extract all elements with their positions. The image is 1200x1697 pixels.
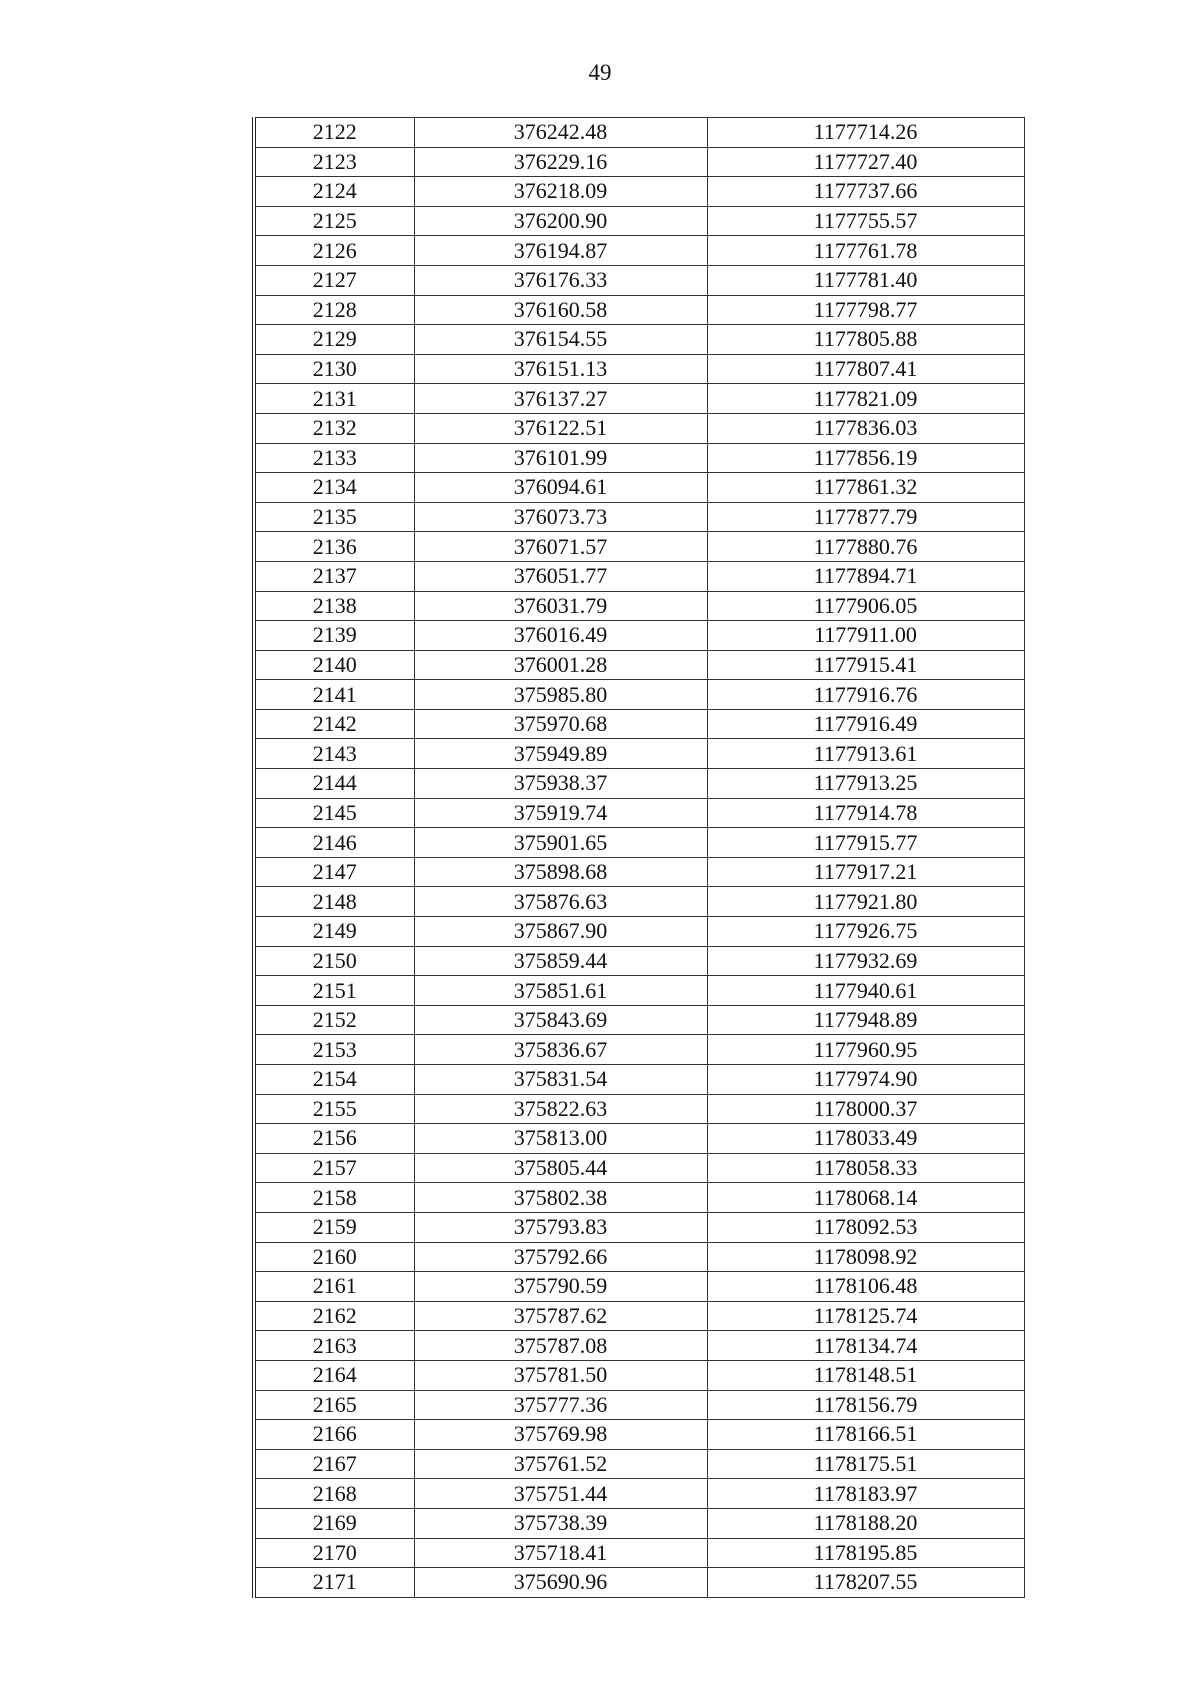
point-number-cell: 2146	[254, 828, 414, 858]
y-coordinate-cell: 1178175.51	[707, 1449, 1024, 1479]
table-row	[254, 177, 1024, 207]
table-row	[254, 798, 1024, 828]
y-coordinate-cell: 1178207.55	[707, 1568, 1024, 1598]
x-coordinate-cell: 375738.39	[414, 1508, 707, 1538]
table-row	[254, 325, 1024, 355]
y-coordinate-cell: 1177913.61	[707, 739, 1024, 769]
table-row	[254, 1390, 1024, 1420]
point-number-cell: 2147	[254, 857, 414, 887]
x-coordinate-cell: 375802.38	[414, 1183, 707, 1213]
point-number-cell: 2129	[254, 325, 414, 355]
point-number-cell: 2133	[254, 443, 414, 473]
point-number-cell: 2132	[254, 413, 414, 443]
x-coordinate-cell: 375787.08	[414, 1331, 707, 1361]
table-row	[254, 1420, 1024, 1450]
point-number-cell: 2151	[254, 976, 414, 1006]
point-number-cell: 2166	[254, 1420, 414, 1450]
y-coordinate-cell: 1178156.79	[707, 1390, 1024, 1420]
x-coordinate-cell: 375769.98	[414, 1420, 707, 1450]
point-number-cell: 2125	[254, 206, 414, 236]
point-number-cell: 2136	[254, 532, 414, 562]
table-row	[254, 473, 1024, 503]
y-coordinate-cell: 1177807.41	[707, 354, 1024, 384]
x-coordinate-cell: 375787.62	[414, 1301, 707, 1331]
x-coordinate-cell: 375985.80	[414, 680, 707, 710]
x-coordinate-cell: 375876.63	[414, 887, 707, 917]
y-coordinate-cell: 1177906.05	[707, 591, 1024, 621]
point-number-cell: 2141	[254, 680, 414, 710]
x-coordinate-cell: 376176.33	[414, 265, 707, 295]
table-row	[254, 709, 1024, 739]
point-number-cell: 2130	[254, 354, 414, 384]
y-coordinate-cell: 1178092.53	[707, 1212, 1024, 1242]
table-row	[254, 1124, 1024, 1154]
table-row	[254, 443, 1024, 473]
point-number-cell: 2144	[254, 769, 414, 799]
table-row	[254, 206, 1024, 236]
point-number-cell: 2153	[254, 1035, 414, 1065]
x-coordinate-cell: 376031.79	[414, 591, 707, 621]
table-row	[254, 976, 1024, 1006]
x-coordinate-cell: 375805.44	[414, 1153, 707, 1183]
y-coordinate-cell: 1177880.76	[707, 532, 1024, 562]
y-coordinate-cell: 1177916.49	[707, 709, 1024, 739]
y-coordinate-cell: 1178058.33	[707, 1153, 1024, 1183]
point-number-cell: 2143	[254, 739, 414, 769]
point-number-cell: 2145	[254, 798, 414, 828]
x-coordinate-cell: 375851.61	[414, 976, 707, 1006]
point-number-cell: 2131	[254, 384, 414, 414]
point-number-cell: 2161	[254, 1272, 414, 1302]
y-coordinate-cell: 1177856.19	[707, 443, 1024, 473]
point-number-cell: 2142	[254, 709, 414, 739]
table-row	[254, 1301, 1024, 1331]
y-coordinate-cell: 1177894.71	[707, 561, 1024, 591]
table-row	[254, 857, 1024, 887]
table-row	[254, 917, 1024, 947]
x-coordinate-cell: 376122.51	[414, 413, 707, 443]
x-coordinate-cell: 376242.48	[414, 118, 707, 148]
table-row	[254, 413, 1024, 443]
point-number-cell: 2140	[254, 650, 414, 680]
x-coordinate-cell: 376194.87	[414, 236, 707, 266]
y-coordinate-cell: 1178106.48	[707, 1272, 1024, 1302]
page-number: 49	[588, 60, 612, 85]
point-number-cell: 2135	[254, 502, 414, 532]
x-coordinate-cell: 376051.77	[414, 561, 707, 591]
y-coordinate-cell: 1178188.20	[707, 1508, 1024, 1538]
point-number-cell: 2128	[254, 295, 414, 325]
point-number-cell: 2164	[254, 1360, 414, 1390]
point-number-cell: 2154	[254, 1065, 414, 1095]
table-row	[254, 236, 1024, 266]
y-coordinate-cell: 1177921.80	[707, 887, 1024, 917]
y-coordinate-cell: 1177727.40	[707, 147, 1024, 177]
x-coordinate-cell: 375777.36	[414, 1390, 707, 1420]
x-coordinate-cell: 375949.89	[414, 739, 707, 769]
table-row	[254, 532, 1024, 562]
y-coordinate-cell: 1177917.21	[707, 857, 1024, 887]
x-coordinate-cell: 375781.50	[414, 1360, 707, 1390]
x-coordinate-cell: 376094.61	[414, 473, 707, 503]
x-coordinate-cell: 375859.44	[414, 946, 707, 976]
table-row	[254, 384, 1024, 414]
point-number-cell: 2152	[254, 1005, 414, 1035]
table-row	[254, 354, 1024, 384]
table-row	[254, 1479, 1024, 1509]
table-row	[254, 1065, 1024, 1095]
x-coordinate-cell: 375901.65	[414, 828, 707, 858]
y-coordinate-cell: 1177913.25	[707, 769, 1024, 799]
x-coordinate-cell: 375761.52	[414, 1449, 707, 1479]
table-row	[254, 1272, 1024, 1302]
x-coordinate-cell: 376229.16	[414, 147, 707, 177]
coordinates-table	[252, 117, 1025, 1598]
x-coordinate-cell: 375867.90	[414, 917, 707, 947]
table-row	[254, 295, 1024, 325]
table-row	[254, 680, 1024, 710]
x-coordinate-cell: 375970.68	[414, 709, 707, 739]
y-coordinate-cell: 1177974.90	[707, 1065, 1024, 1095]
point-number-cell: 2124	[254, 177, 414, 207]
x-coordinate-cell: 375919.74	[414, 798, 707, 828]
y-coordinate-cell: 1177911.00	[707, 621, 1024, 651]
x-coordinate-cell: 375938.37	[414, 769, 707, 799]
point-number-cell: 2158	[254, 1183, 414, 1213]
table-row	[254, 650, 1024, 680]
y-coordinate-cell: 1177948.89	[707, 1005, 1024, 1035]
point-number-cell: 2169	[254, 1508, 414, 1538]
x-coordinate-cell: 375831.54	[414, 1065, 707, 1095]
y-coordinate-cell: 1177805.88	[707, 325, 1024, 355]
x-coordinate-cell: 376151.13	[414, 354, 707, 384]
x-coordinate-cell: 375813.00	[414, 1124, 707, 1154]
x-coordinate-cell: 376016.49	[414, 621, 707, 651]
table-row	[254, 1538, 1024, 1568]
y-coordinate-cell: 1177798.77	[707, 295, 1024, 325]
y-coordinate-cell: 1177737.66	[707, 177, 1024, 207]
table-row	[254, 591, 1024, 621]
y-coordinate-cell: 1178098.92	[707, 1242, 1024, 1272]
point-number-cell: 2155	[254, 1094, 414, 1124]
y-coordinate-cell: 1177755.57	[707, 206, 1024, 236]
table-row	[254, 828, 1024, 858]
table-row	[254, 887, 1024, 917]
table-row	[254, 769, 1024, 799]
y-coordinate-cell: 1177714.26	[707, 118, 1024, 148]
y-coordinate-cell: 1177761.78	[707, 236, 1024, 266]
y-coordinate-cell: 1178068.14	[707, 1183, 1024, 1213]
x-coordinate-cell: 376071.57	[414, 532, 707, 562]
x-coordinate-cell: 375793.83	[414, 1212, 707, 1242]
point-number-cell: 2149	[254, 917, 414, 947]
point-number-cell: 2134	[254, 473, 414, 503]
table-row	[254, 502, 1024, 532]
point-number-cell: 2157	[254, 1153, 414, 1183]
y-coordinate-cell: 1177916.76	[707, 680, 1024, 710]
x-coordinate-cell: 376154.55	[414, 325, 707, 355]
y-coordinate-cell: 1177861.32	[707, 473, 1024, 503]
table-row	[254, 1331, 1024, 1361]
x-coordinate-cell: 375690.96	[414, 1568, 707, 1598]
y-coordinate-cell: 1177940.61	[707, 976, 1024, 1006]
x-coordinate-cell: 376160.58	[414, 295, 707, 325]
y-coordinate-cell: 1177781.40	[707, 265, 1024, 295]
point-number-cell: 2171	[254, 1568, 414, 1598]
x-coordinate-cell: 375898.68	[414, 857, 707, 887]
table-row	[254, 1094, 1024, 1124]
point-number-cell: 2170	[254, 1538, 414, 1568]
y-coordinate-cell: 1177821.09	[707, 384, 1024, 414]
point-number-cell: 2165	[254, 1390, 414, 1420]
y-coordinate-cell: 1178134.74	[707, 1331, 1024, 1361]
x-coordinate-cell: 376073.73	[414, 502, 707, 532]
point-number-cell: 2126	[254, 236, 414, 266]
x-coordinate-cell: 376218.09	[414, 177, 707, 207]
table-row	[254, 621, 1024, 651]
x-coordinate-cell: 375836.67	[414, 1035, 707, 1065]
point-number-cell: 2127	[254, 265, 414, 295]
point-number-cell: 2137	[254, 561, 414, 591]
table-row	[254, 1508, 1024, 1538]
table-row	[254, 1153, 1024, 1183]
table-row	[254, 1183, 1024, 1213]
x-coordinate-cell: 375843.69	[414, 1005, 707, 1035]
y-coordinate-cell: 1178195.85	[707, 1538, 1024, 1568]
point-number-cell: 2163	[254, 1331, 414, 1361]
point-number-cell: 2138	[254, 591, 414, 621]
table-row	[254, 1212, 1024, 1242]
table-row	[254, 1568, 1024, 1598]
y-coordinate-cell: 1177960.95	[707, 1035, 1024, 1065]
x-coordinate-cell: 375792.66	[414, 1242, 707, 1272]
y-coordinate-cell: 1178183.97	[707, 1479, 1024, 1509]
y-coordinate-cell: 1177926.75	[707, 917, 1024, 947]
table-row	[254, 1035, 1024, 1065]
point-number-cell: 2122	[254, 118, 414, 148]
x-coordinate-cell: 376001.28	[414, 650, 707, 680]
point-number-cell: 2162	[254, 1301, 414, 1331]
y-coordinate-cell: 1177836.03	[707, 413, 1024, 443]
y-coordinate-cell: 1178166.51	[707, 1420, 1024, 1450]
y-coordinate-cell: 1178148.51	[707, 1360, 1024, 1390]
point-number-cell: 2168	[254, 1479, 414, 1509]
table-row	[254, 1242, 1024, 1272]
x-coordinate-cell: 375822.63	[414, 1094, 707, 1124]
table-row	[254, 739, 1024, 769]
x-coordinate-cell: 376200.90	[414, 206, 707, 236]
table-row	[254, 265, 1024, 295]
point-number-cell: 2148	[254, 887, 414, 917]
table-row	[254, 561, 1024, 591]
coordinates-table-body	[254, 118, 1024, 1598]
point-number-cell: 2156	[254, 1124, 414, 1154]
x-coordinate-cell: 375751.44	[414, 1479, 707, 1509]
point-number-cell: 2139	[254, 621, 414, 651]
table-row	[254, 1360, 1024, 1390]
point-number-cell: 2167	[254, 1449, 414, 1479]
y-coordinate-cell: 1177915.77	[707, 828, 1024, 858]
point-number-cell: 2159	[254, 1212, 414, 1242]
y-coordinate-cell: 1177915.41	[707, 650, 1024, 680]
y-coordinate-cell: 1177914.78	[707, 798, 1024, 828]
point-number-cell: 2123	[254, 147, 414, 177]
table-row	[254, 1449, 1024, 1479]
x-coordinate-cell: 375718.41	[414, 1538, 707, 1568]
y-coordinate-cell: 1177932.69	[707, 946, 1024, 976]
table-row	[254, 946, 1024, 976]
x-coordinate-cell: 375790.59	[414, 1272, 707, 1302]
y-coordinate-cell: 1178125.74	[707, 1301, 1024, 1331]
table-row	[254, 147, 1024, 177]
point-number-cell: 2150	[254, 946, 414, 976]
y-coordinate-cell: 1177877.79	[707, 502, 1024, 532]
table-row	[254, 1005, 1024, 1035]
x-coordinate-cell: 376137.27	[414, 384, 707, 414]
point-number-cell: 2160	[254, 1242, 414, 1272]
y-coordinate-cell: 1178000.37	[707, 1094, 1024, 1124]
x-coordinate-cell: 376101.99	[414, 443, 707, 473]
y-coordinate-cell: 1178033.49	[707, 1124, 1024, 1154]
table-row	[254, 118, 1024, 148]
